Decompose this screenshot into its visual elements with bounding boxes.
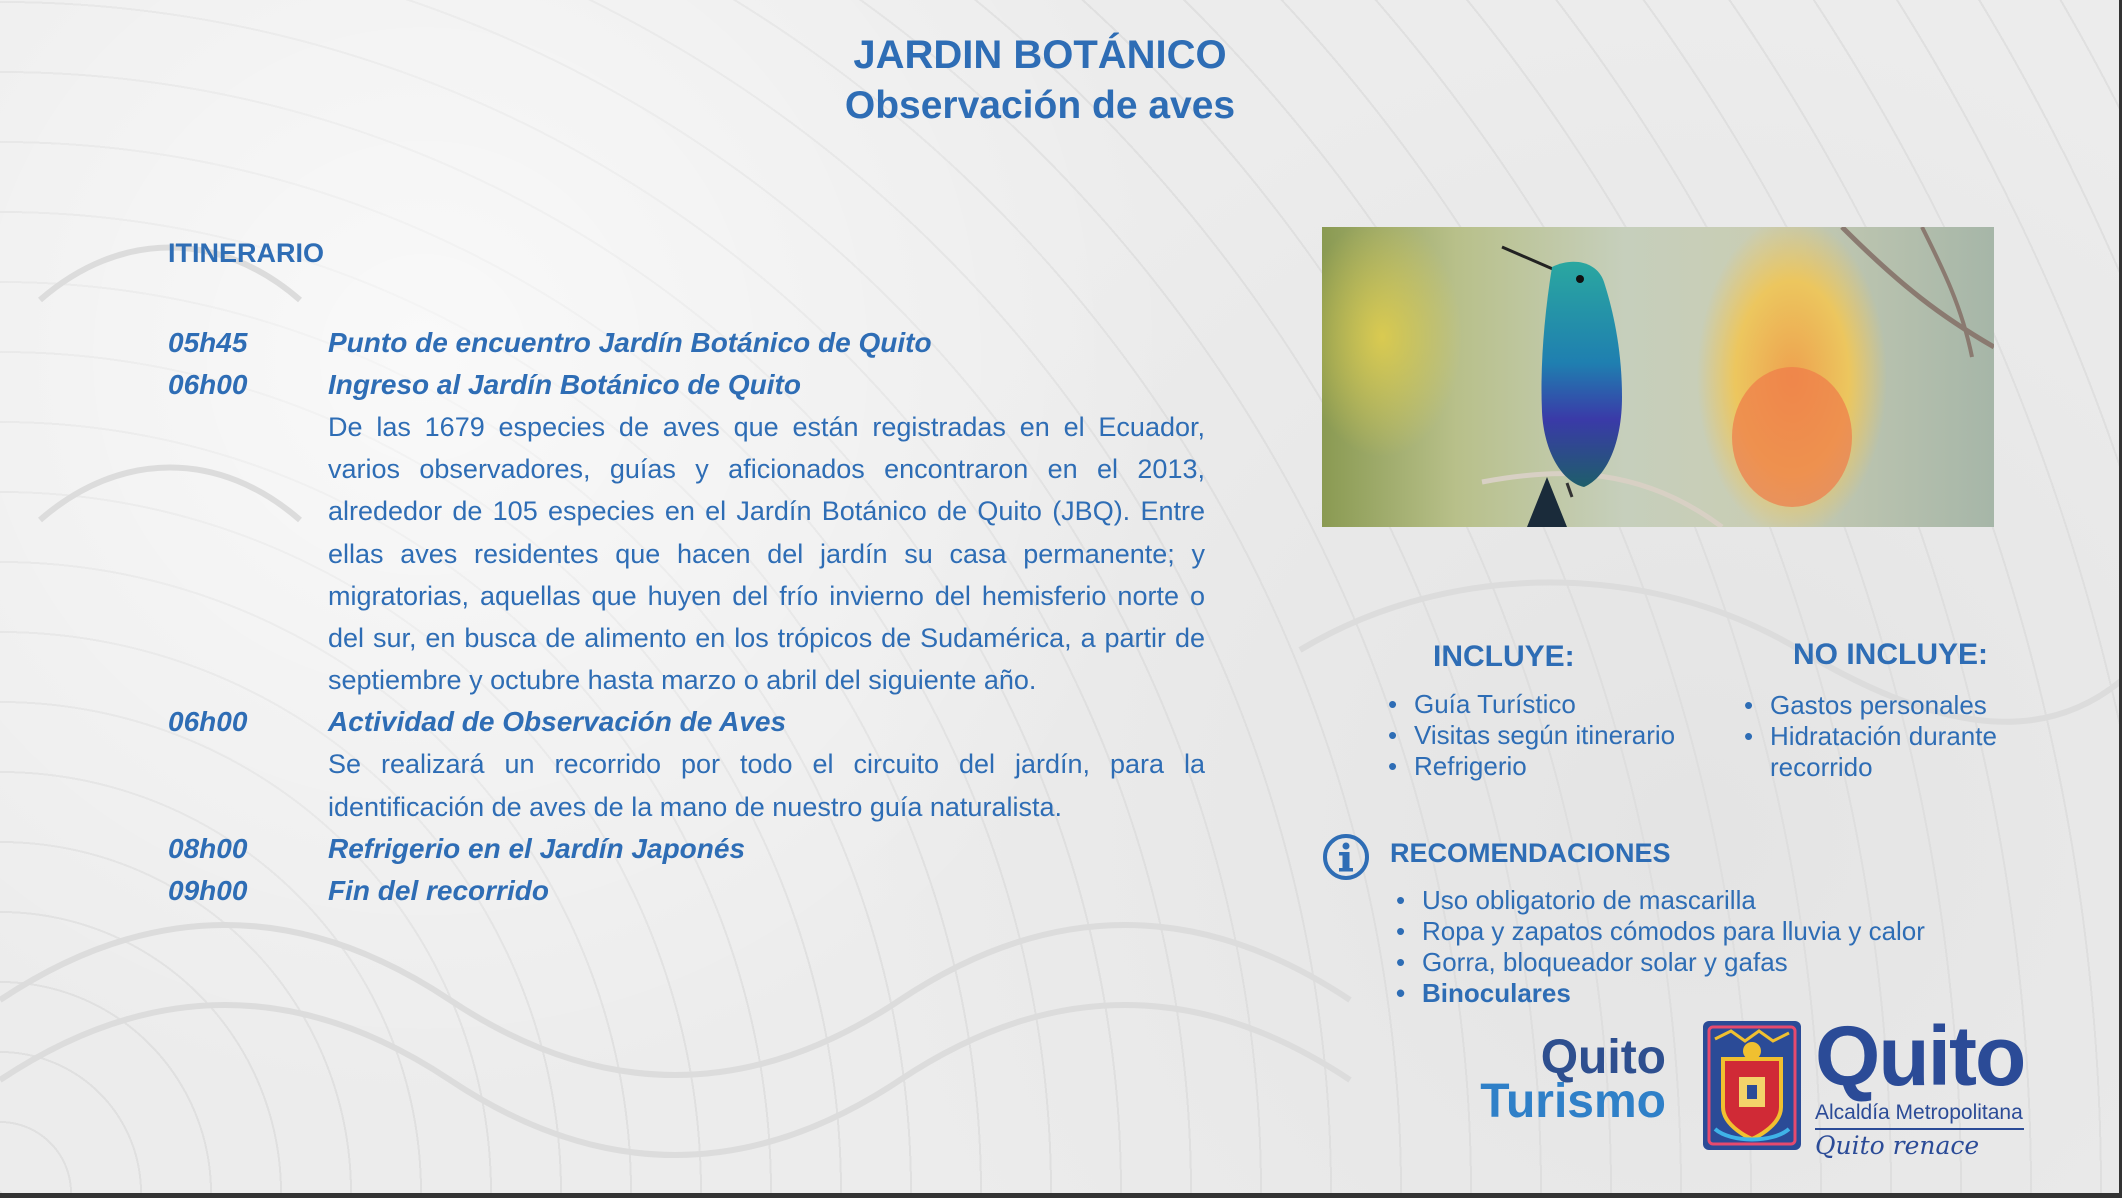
itinerary bbox=[168, 322, 1205, 912]
list-item: • Binoculares bbox=[1390, 978, 1925, 1009]
itinerary-row bbox=[168, 322, 1205, 364]
itinerary-time: 06h00 bbox=[168, 706, 248, 738]
itinerary-time: 08h00 bbox=[168, 832, 248, 864]
itinerary-heading: ITINERARIO bbox=[168, 238, 325, 268]
itinerary-activity: Fin del recorrido bbox=[328, 874, 549, 906]
logo-line-1: Quito bbox=[1540, 1031, 1666, 1084]
list-item: • Refrigerio bbox=[1382, 751, 1675, 782]
itinerary-activity: Ingreso al Jardín Botánico de Quito bbox=[328, 369, 801, 400]
itinerary-time: 06h00 bbox=[168, 369, 248, 400]
not-includes-title: NO INCLUYE: bbox=[1793, 638, 1988, 671]
includes-title: INCLUYE: bbox=[1433, 640, 1575, 673]
page-title: JARDIN BOTÁNICO bbox=[853, 33, 1227, 77]
itinerary-time: 05h45 bbox=[168, 327, 248, 358]
alcaldia-text: Alcaldía Metropolitana bbox=[1815, 1100, 2024, 1130]
includes-list bbox=[1382, 689, 1675, 782]
itinerary-activity: Actividad de Observación de Aves bbox=[328, 706, 787, 738]
page-subtitle: Observación de aves bbox=[844, 84, 1236, 127]
recommendations-list bbox=[1390, 885, 1925, 1009]
itinerary-activity: Punto de encuentro Jardín Botánico de Quito bbox=[328, 327, 932, 358]
hummingbird-photo bbox=[1322, 227, 1994, 527]
not-includes-list bbox=[1738, 690, 2058, 783]
list-item: • Ropa y zapatos cómodos para lluvia y calor bbox=[1390, 916, 1925, 947]
info-icon bbox=[1322, 833, 1370, 881]
slogan-text: Quito renace bbox=[1815, 1131, 1980, 1160]
city-seal-icon bbox=[1701, 1019, 1803, 1152]
list-item: • Uso obligatorio de mascarilla bbox=[1390, 885, 1925, 916]
quito-turismo-logo bbox=[1476, 1031, 1666, 1128]
list-item: • Gastos personales bbox=[1738, 690, 2058, 721]
itinerary-description: Se realizará un recorrido por todo el circuito del jardín, para la identificación de aves de la mano de nuestro guía naturalista. bbox=[328, 749, 1205, 822]
itinerary-row bbox=[168, 870, 1205, 912]
itinerary-time: 09h00 bbox=[168, 874, 248, 906]
itinerary-row bbox=[168, 364, 1205, 406]
itinerary-row bbox=[168, 701, 1205, 743]
quito-wordmark: Quito bbox=[1815, 1009, 2025, 1103]
list-item: • Hidratación durante recorrido bbox=[1738, 721, 2058, 783]
title-block bbox=[0, 28, 2080, 130]
list-item: • Gorra, bloqueador solar y gafas bbox=[1390, 947, 1925, 978]
list-item: • Guía Turístico bbox=[1382, 689, 1675, 720]
logo-line-2: Turismo bbox=[1480, 1075, 1666, 1128]
itinerary-description: De las 1679 especies de aves que están registradas en el Ecuador, varios observadores, guías y aficionados encontraron en el 2013, alrededor de 105 especies en el Jardín Botánico de Quito (JBQ). Entre ellas aves residentes que hacen del jardín su casa permanente; y migratorias, aquellas que huyen del frío invierno del hemisferio norte o del sur, en busca de alimento en los trópicos de Sudamérica, a partir de septiembre y octubre hasta marzo o abril del siguiente año. bbox=[328, 412, 1205, 696]
recommendations-title: RECOMENDACIONES bbox=[1390, 838, 1671, 868]
itinerary-row bbox=[168, 828, 1205, 870]
itinerary-activity: Refrigerio en el Jardín Japonés bbox=[328, 832, 746, 864]
list-item: • Visitas según itinerario bbox=[1382, 720, 1675, 751]
quito-logo bbox=[1815, 1009, 2025, 1162]
